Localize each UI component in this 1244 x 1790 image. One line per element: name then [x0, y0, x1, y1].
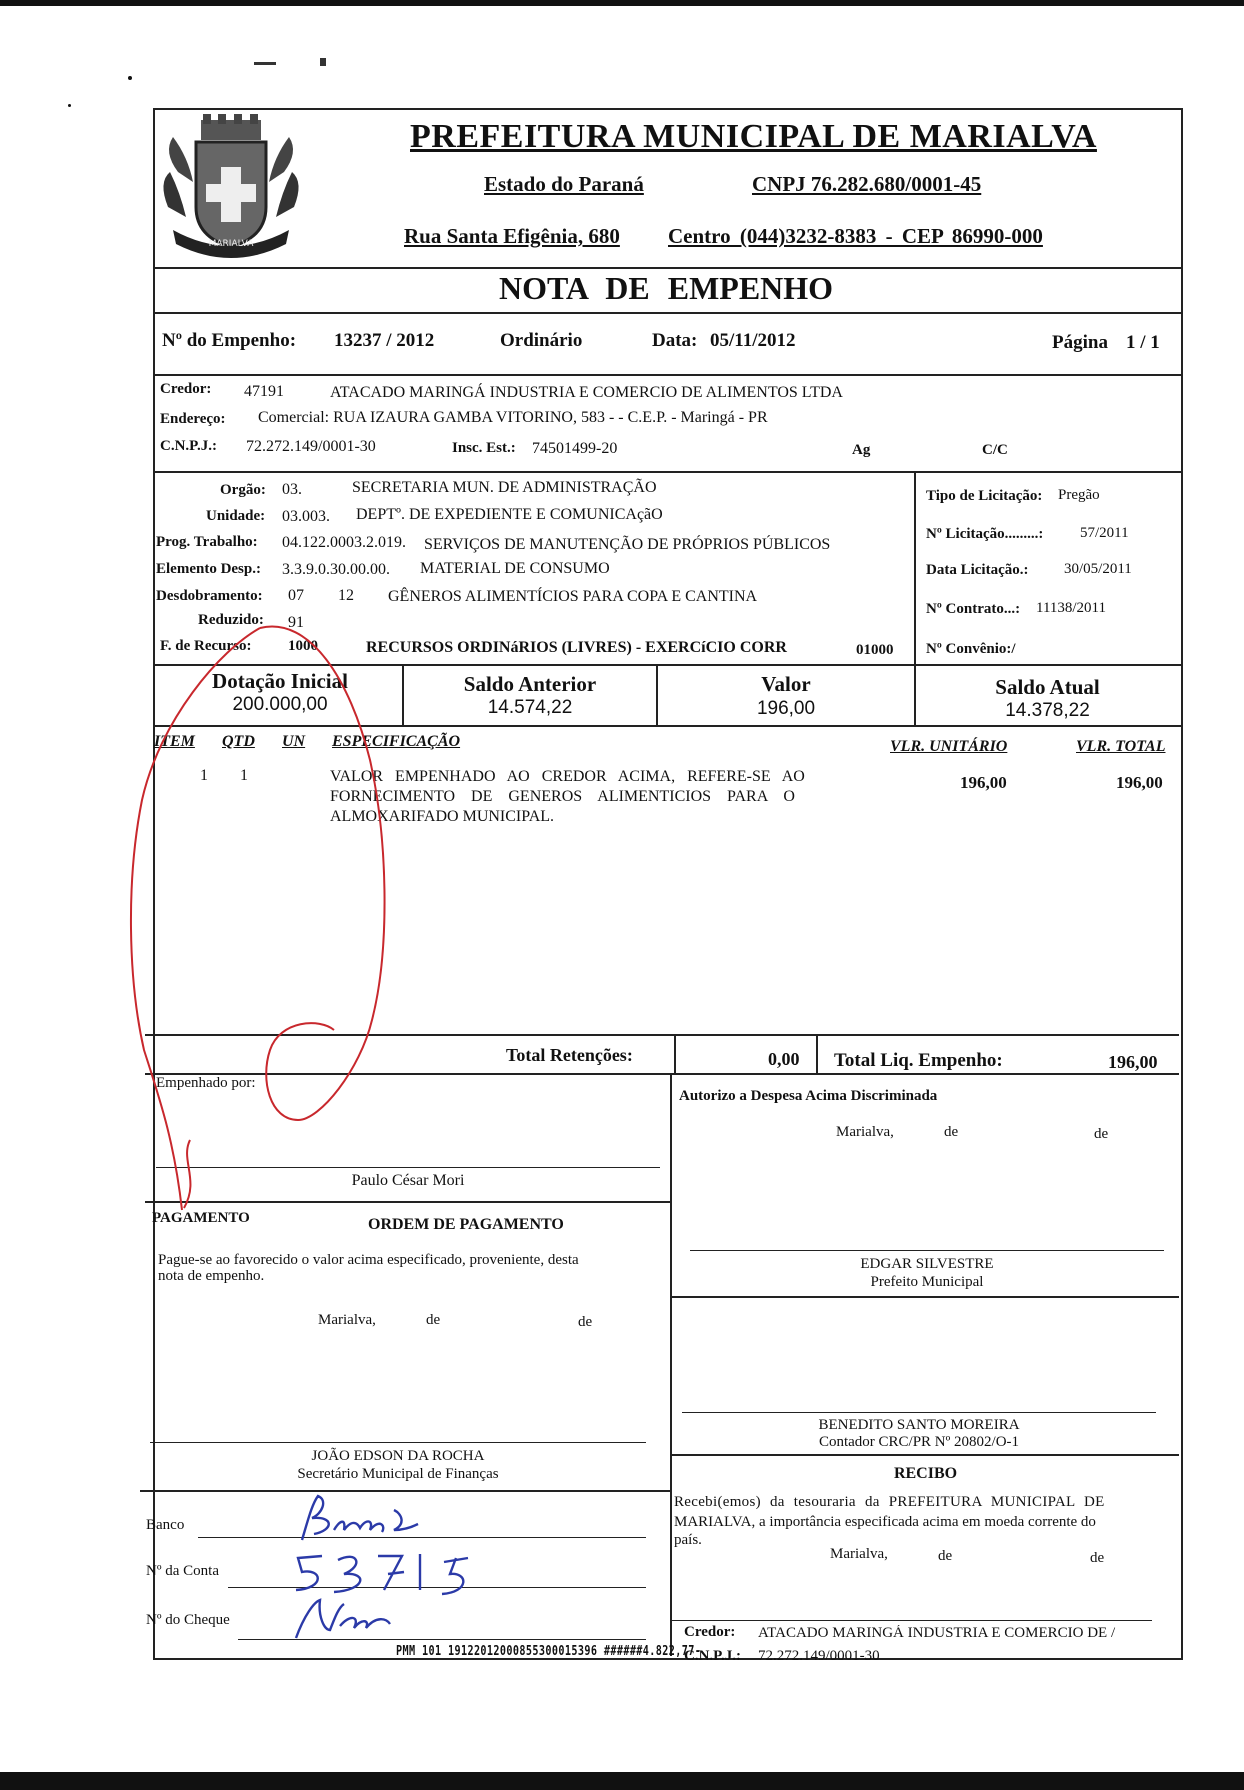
- unidade-code: 03.003.: [282, 508, 330, 525]
- dotacao-label: Dotação Inicial: [212, 669, 348, 693]
- credor-name: ATACADO MARINGÁ INDUSTRIA E COMERCIO DE ALIMENTOS LTDA: [330, 384, 843, 401]
- autorizo-place: Marialva,: [836, 1124, 894, 1140]
- contrato-number: 11138/2011: [1036, 600, 1106, 616]
- col-unit-value: VLR. UNITÁRIO: [890, 738, 1008, 755]
- orgao-name: SECRETARIA MUN. DE ADMINISTRAÇÃO: [352, 479, 657, 496]
- state-name: Estado do Paraná: [484, 172, 644, 196]
- item-number: 1: [200, 767, 208, 784]
- valor-value: 196,00: [756, 698, 816, 719]
- municipality-address: Rua Santa Efigênia, 680: [404, 224, 620, 248]
- item-spec-line3: ALMOXARIFADO MUNICIPAL.: [330, 808, 555, 825]
- handwritten-banco: [294, 1490, 454, 1550]
- tipo-licitacao: Pregão: [1058, 487, 1100, 503]
- saldo-anterior-value: 14.574,22: [487, 697, 573, 718]
- item-spec-line1: VALOR EMPENHADO AO CREDOR ACIMA, REFERE-SE AO: [330, 768, 805, 785]
- elemento-name: MATERIAL DE CONSUMO: [420, 560, 610, 577]
- page-label: Página: [1052, 332, 1108, 353]
- prog-trabalho-name: SERVIÇOS DE MANUTENÇÃO DE PRÓPRIOS PÚBLICOS: [424, 536, 831, 553]
- elemento-label: Elemento Desp.:: [156, 561, 261, 577]
- municipality-title: PREFEITURA MUNICIPAL DE MARIALVA: [410, 118, 1097, 155]
- prefeito-name: EDGAR SILVESTRE: [860, 1256, 994, 1272]
- scan-speck: [128, 76, 132, 80]
- scan-mark: [254, 62, 276, 65]
- recibo-de1: de: [938, 1548, 953, 1564]
- pagamento-text-line1: Pague-se ao favorecido o valor acima especificado, proveniente, desta: [158, 1252, 579, 1268]
- credor-cnpj-label: C.N.P.J.:: [160, 438, 217, 454]
- scan-speck: [68, 104, 71, 107]
- tipo-licitacao-label: Tipo de Licitação:: [926, 488, 1043, 504]
- credor-cnpj: 72.272.149/0001-30: [246, 438, 376, 455]
- recurso-code2: 01000: [856, 642, 894, 658]
- ordem-pagamento-title: ORDEM DE PAGAMENTO: [368, 1216, 564, 1233]
- ag-label: Ag: [852, 442, 871, 458]
- insc-est-label: Insc. Est.:: [452, 440, 516, 456]
- orgao-code: 03.: [282, 481, 302, 498]
- prog-trabalho-label: Prog. Trabalho:: [156, 534, 258, 550]
- convenio-label: Nº Convênio:/: [926, 641, 1016, 657]
- prefeito-role: Prefeito Municipal: [870, 1274, 984, 1290]
- licitacao-date: 30/05/2011: [1064, 561, 1132, 577]
- recibo-cnpj: 72.272.149/0001-30: [758, 1648, 880, 1664]
- credor-label: Credor:: [160, 381, 212, 397]
- dotacao-value: 200.000,00: [232, 694, 328, 715]
- recibo-text-line1: Recebi(emos) da tesouraria da PREFEITURA MUNICIPAL DE: [674, 1494, 1105, 1510]
- pagamento-text-line2: nota de empenho.: [158, 1268, 265, 1284]
- reduzido-label: Reduzido:: [198, 612, 264, 628]
- liq-empenho-value: 196,00: [1108, 1052, 1158, 1072]
- scan-mark: [320, 58, 326, 66]
- red-signature-stroke: [120, 620, 460, 1220]
- saldo-atual-value: 14.378,22: [1005, 700, 1090, 721]
- cheque-label: Nº do Cheque: [146, 1612, 230, 1628]
- desdobramento-label: Desdobramento:: [156, 588, 263, 604]
- col-total-value: VLR. TOTAL: [1076, 738, 1166, 755]
- empenho-date: 05/11/2012: [710, 330, 796, 351]
- footer-print-code: PMM 101 19122012000855300015396 ######4.822,77-: [396, 1644, 702, 1659]
- col-qtd: QTD: [222, 733, 255, 750]
- contador-name: BENEDITO SANTO MOREIRA: [818, 1417, 1020, 1433]
- recibo-credor-label: Credor:: [684, 1624, 736, 1640]
- recurso-code: 1000: [288, 638, 318, 654]
- col-spec: ESPECIFICAÇÃO: [332, 733, 461, 750]
- recurso-label: F. de Recurso:: [160, 638, 252, 654]
- empenho-type: Ordinário: [500, 330, 583, 351]
- col-un: UN: [282, 733, 306, 750]
- valor-label: Valor: [761, 672, 811, 696]
- reduzido-value: 91: [288, 614, 304, 631]
- secretario-role: Secretário Municipal de Finanças: [297, 1466, 499, 1482]
- pagamento-label: PAGAMENTO: [152, 1210, 250, 1226]
- prog-trabalho-code: 04.122.0003.2.019.: [282, 534, 406, 551]
- unidade-name: DEPTº. DE EXPEDIENTE E COMUNICAçãO: [356, 506, 663, 523]
- pagamento-de2: de: [578, 1314, 593, 1330]
- empenhado-label: Empenhado por:: [156, 1075, 256, 1091]
- handwritten-conta: [292, 1544, 482, 1600]
- municipality-cnpj: CNPJ 76.282.680/0001-45: [752, 172, 982, 196]
- autorizo-de1: de: [944, 1124, 959, 1140]
- banco-label: Banco: [146, 1517, 185, 1533]
- scan-edge-top: [0, 0, 1244, 6]
- coat-of-arms-logo: [158, 112, 304, 262]
- desdobramento-code2: 12: [338, 587, 354, 604]
- retencoes-label: Total Retenções:: [506, 1045, 633, 1065]
- item-unit-value: 196,00: [960, 773, 1007, 792]
- recibo-place: Marialva,: [830, 1546, 888, 1562]
- contador-role: Contador CRC/PR Nº 20802/O-1: [818, 1434, 1020, 1450]
- autorizo-de2: de: [1094, 1126, 1109, 1142]
- orgao-label: Orgão:: [220, 482, 266, 498]
- recibo-credor: ATACADO MARINGÁ INDUSTRIA E COMERCIO DE /: [758, 1625, 1116, 1641]
- page-number: 1 / 1: [1126, 332, 1160, 353]
- address-label: Endereço:: [160, 411, 226, 427]
- empenhado-signer: Paulo César Mori: [351, 1172, 465, 1189]
- svg-text:MARIALVA: MARIALVA: [208, 239, 254, 249]
- licitacao-number: 57/2011: [1080, 525, 1129, 541]
- recibo-de2: de: [1090, 1550, 1105, 1566]
- autorizo-title: Autorizo a Despesa Acima Discriminada: [679, 1088, 938, 1104]
- recibo-text-line2: MARIALVA, a importância especificada acima em moeda corrente do: [674, 1514, 1096, 1530]
- desdobramento-name: GÊNEROS ALIMENTÍCIOS PARA COPA E CANTINA: [388, 588, 758, 605]
- empenho-date-label: Data:: [652, 330, 698, 351]
- recibo-text-line3: país.: [674, 1532, 702, 1548]
- retencoes-value: 0,00: [768, 1049, 800, 1069]
- municipality-contact: Centro (044)3232-8383 - CEP 86990-000: [668, 224, 1043, 248]
- document-title: NOTA DE EMPENHO: [498, 270, 834, 306]
- pagamento-de1: de: [426, 1312, 441, 1328]
- insc-est: 74501499-20: [532, 440, 618, 457]
- recibo-title: RECIBO: [893, 1465, 958, 1482]
- item-total-value: 196,00: [1116, 773, 1163, 792]
- recibo-cnpj-label: C.N.P.J.:: [684, 1648, 741, 1664]
- licitacao-date-label: Data Licitação.:: [926, 562, 1029, 578]
- item-spec-line2: FORNECIMENTO DE GENEROS ALIMENTICIOS PARA O: [330, 788, 795, 805]
- desdobramento-code1: 07: [288, 587, 304, 604]
- item-qtd: 1: [240, 767, 248, 784]
- saldo-atual-label: Saldo Atual: [995, 675, 1100, 699]
- elemento-code: 3.3.9.0.30.00.00.: [282, 561, 390, 578]
- credor-code: 47191: [244, 383, 284, 400]
- col-item: ITEM: [154, 733, 195, 750]
- credor-address: Comercial: RUA IZAURA GAMBA VITORINO, 583 - - C.E.P. - Maringá - PR: [258, 409, 768, 426]
- contrato-label: Nº Contrato...:: [926, 601, 1021, 617]
- licitacao-number-label: Nº Licitação.........:: [926, 526, 1044, 542]
- saldo-anterior-label: Saldo Anterior: [463, 672, 597, 696]
- liq-empenho-label: Total Liq. Empenho:: [834, 1050, 1003, 1071]
- conta-label: Nº da Conta: [146, 1563, 219, 1579]
- handwritten-cheque: [290, 1596, 400, 1642]
- pagamento-place: Marialva,: [318, 1312, 376, 1328]
- empenho-number: 13237 / 2012: [334, 330, 435, 351]
- scan-edge-bottom: [0, 1772, 1244, 1790]
- empenho-number-label: Nº do Empenho:: [162, 330, 297, 351]
- secretario-name: JOÃO EDSON DA ROCHA: [311, 1448, 485, 1464]
- cc-label: C/C: [982, 442, 1008, 458]
- recurso-name: RECURSOS ORDINáRIOS (LIVRES) - EXERCíCIO CORR: [366, 639, 787, 656]
- unidade-label: Unidade:: [206, 508, 266, 524]
